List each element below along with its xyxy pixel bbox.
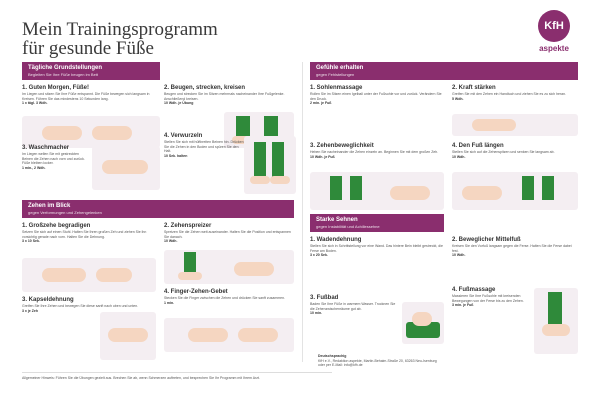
exercise-text: Beugen und strecken Sie im Sitzen mehrmals nacheinander Ihre Fußgelenke. Anschließend kreisen. [164,92,285,101]
exercise-text: Massieren Sie Ihre Fußsohle mit kreisenden Bewegungen von der Ferse bis zu den Zehen. [452,294,524,303]
exercise-title: 1. Guten Morgen, Füße! [22,85,89,91]
exercise-repetitions: 3 min. je Fuß [452,303,474,307]
section-vital [310,62,578,80]
feet-illustration [534,288,578,354]
feet-illustration [310,172,444,210]
section-toes-header [22,200,294,218]
exercise-text: Stecken Sie die Finger zwischen die Zehen und drücken Sie sanft zusammen. [164,296,286,300]
exercise-title: 4. Den Fuß längen [452,143,504,149]
imprint-title: Deutschsprachig [318,354,347,358]
exercise-title: 3. Fußbad [310,295,339,301]
exercise-title: 4. Verwurzeln [164,133,203,139]
footer-note [22,372,332,394]
feet-illustration [452,114,578,136]
section-title: Gefühle erhalten [316,65,364,71]
exercise-repetitions: 10 Sek. halten [164,153,188,158]
exercise-title: 2. Beweglicher Mittelfuß [452,237,521,243]
footer-note-text: Allgemeiner Hinweis: Führen Sie die Übungen gezielt aus. Brechen Sie ab, wenn Schmerzen auftreten, und besprechen Sie Ihr Programm mit Ihrem Arzt. [22,376,260,380]
section-vital-header [310,62,578,80]
exercise-repetitions: 10 Wdh. [452,253,466,257]
feet-illustration [92,146,160,190]
imprint [318,354,438,368]
exercise-repetitions: 10 Wdh. [164,239,178,243]
exercise-title: 3. Kapseldehnung [22,297,74,303]
exercise-title: 3. Zehenbeweglichkeit [310,143,374,149]
exercise-repetitions: 5 Wdh. [452,96,464,101]
exercise-s1 [310,236,444,258]
title-line-2: für gesunde Füße [22,38,154,59]
exercise-repetitions: 3 x 10 Sek. [22,239,40,243]
feet-illustration [452,172,578,210]
section-subtitle: gegen Fehlstellungen [316,72,355,77]
exercise-s4 [452,286,532,308]
exercise-repetitions: 1 x tägl. 3 Wdh. [22,101,48,105]
feet-illustration [164,250,294,284]
exercise-title: 2. Beugen, strecken, kreisen [164,85,246,91]
exercise-text: Spreizen Sie die Zehen weit auseinander. Halten Sie die Position und entspannen Sie danach. [164,230,291,239]
logo-mark: KfH [538,10,570,42]
exercise-title: 4. Fußmassage [452,287,496,293]
exercise-repetitions: 2 min. je Fuß [310,101,332,105]
exercise-title: 4. Finger-Zehen-Gebet [164,289,228,295]
exercise-repetitions: 1 min. [164,300,175,305]
exercise-text: Baden Sie Ihre Füße in warmem Wasser. Trocknen Sie die Zehenzwischenräume gut ab. [310,302,396,311]
exercise-title: 3. Waschmacher [22,145,70,151]
exercise-text: Greifen Sie mit den Zehen ein Handtuch und ziehen Sie es zu sich heran. [452,92,567,96]
exercise-e4 [164,132,244,158]
exercise-text: Stellen Sie sich in Schrittstellung vor eine Wand. Das hintere Bein bleibt gestreckt, die Ferse am Boden. [310,244,443,253]
section-daily [22,62,160,80]
feet-illustration [164,318,294,352]
page-header [0,0,600,62]
exercise-t2 [164,222,294,244]
exercise-v4 [452,142,578,159]
section-tendons [310,214,444,232]
exercise-repetitions: 10 Wdh. je Übung [164,101,194,105]
kfh-logo [530,10,578,53]
exercise-title: 2. Zehenspreizer [164,223,212,229]
exercise-e1 [22,84,160,106]
section-title: Starke Sehnen [316,217,358,223]
exercise-e2 [164,84,294,106]
imprint-text: KfH e.V., Redaktion aspekte, Martin-Behaim-Straße 20, 63263 Neu-Isenburg oder per E-Mail: info@kfh.de [318,358,437,367]
section-title: Tägliche Grundstellungen [28,65,103,71]
exercise-v1 [310,84,444,106]
exercise-v3 [310,142,444,159]
exercise-text: Greifen Sie Ihre Zehen und bewegen Sie diese sanft nach oben und unten. [22,304,139,308]
feet-illustration [100,312,156,360]
exercise-repetitions: 10 Wdh. je Fuß [310,154,335,159]
exercise-repetitions: 10 min. [310,311,323,315]
exercise-text: Im Liegen und sitzen Sie Ihre Füße entspannt. Die Füße bewegen sich langsam in Kreisen. Führen Sie das mindestens 10 Sekunden lang. [22,92,150,101]
exercise-t3 [22,296,156,313]
exercise-title: 2. Kraft stärken [452,85,496,91]
title-line-1: Mein Trainingsprogramm [22,19,218,40]
section-subtitle: gegen Instabilität und Achillessehne [316,224,380,229]
exercise-text: Kreisen Sie den Vorfuß langsam gegen die Ferse. Halten Sie die Ferse dabei fest. [452,244,572,253]
section-subtitle: Begleiten Sie Ihre Füße beugen im Bett [28,72,99,77]
exercise-s2 [452,236,578,258]
exercise-title: 1. Wadendehnung [310,237,362,243]
section-daily-header [22,62,160,80]
exercise-repetitions: 3 x je Zeh [22,308,38,313]
exercise-t1 [22,222,156,244]
exercise-text: Setzen Sie sich auf einen Stuhl. Halten Sie Ihren großen Zeh und ziehen Sie ihn vorsichtig gerade nach vorn. Halten Sie die Dehnung. [22,230,147,239]
logo-label: aspekte [539,44,569,53]
foot-bath-illustration [402,302,444,344]
exercise-text: Heben Sie nacheinander die Zehen einzeln an. Beginnen Sie mit dem großen Zeh. [310,150,439,154]
section-toes [22,200,294,218]
exercise-v2 [452,84,578,101]
exercise-text: Rollen Sie im Sitzen einen Igelball unter der Fußsohle vor und zurück. Verändern Sie den Druck. [310,92,442,101]
exercise-repetitions: 10 Wdh. [452,154,466,159]
feet-illustration [244,136,296,194]
feet-illustration [22,258,156,292]
exercise-s3 [310,294,400,316]
exercise-text: Im Liegen wellen Sie mit gestreckten Beinen die Zehen nach vorn und zurück. Füße bleiben locker. [22,152,85,165]
exercise-title: 1. Sohlenmassage [310,85,363,91]
exercise-repetitions: 3 x 20 Sek. [310,253,328,257]
section-title: Zehen im Blick [28,203,71,209]
exercise-title: 1. Großzehe begradigen [22,223,91,229]
section-subtitle: gegen Verformungen und Zehengelenken [28,210,102,215]
section-tendons-header [310,214,444,232]
column-divider [302,62,303,362]
exercise-repetitions: 1 min., 2 Wdh. [22,165,46,170]
exercise-text: Stellen Sie sich auf die Zehenspitzen und senken Sie langsam ab. [452,150,555,154]
page-title [22,20,218,58]
exercise-text: Stellen Sie sich mit hüftbreiten Beinen hin. Drücken Sie die Zehen in den Boden und spüren Sie den Halt. [164,140,244,153]
exercise-e3 [22,144,88,170]
exercise-t4 [164,288,294,305]
